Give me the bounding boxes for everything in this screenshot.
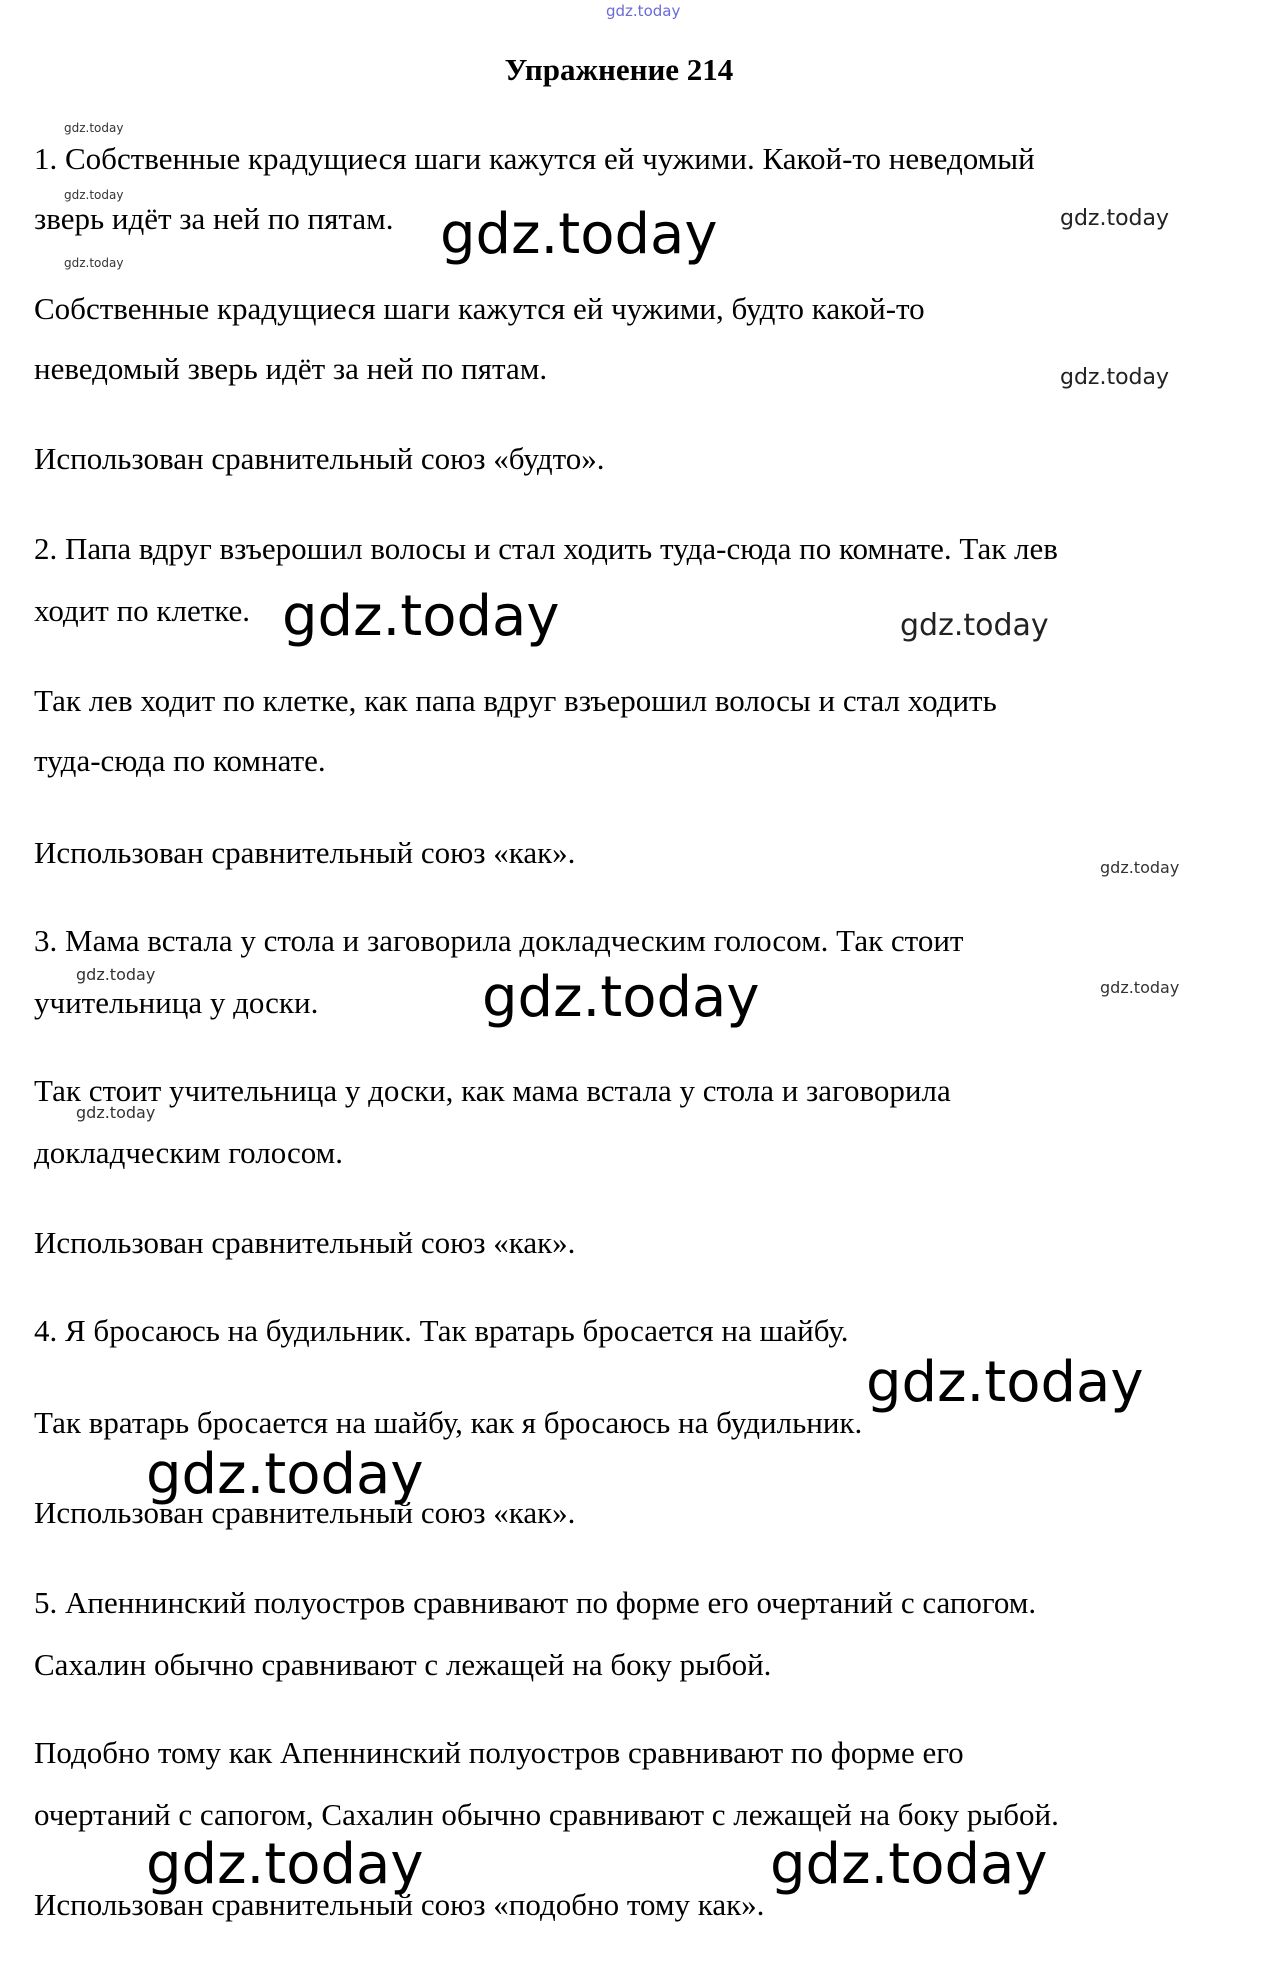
watermark: gdz.today [1100, 978, 1180, 997]
watermark: gdz.today [770, 1832, 1048, 1897]
watermark: gdz.today [64, 188, 124, 202]
text-line: Сахалин обычно сравнивают с лежащей на боку рыбой. [34, 1647, 772, 1682]
watermark: gdz.today [1060, 206, 1170, 231]
text-line: неведомый зверь идёт за ней по пятам. [34, 351, 548, 386]
watermark: gdz.today [900, 608, 1049, 643]
text-line: зверь идёт за ней по пятам. [34, 201, 394, 236]
watermark: gdz.today [76, 1103, 156, 1122]
text-line: Использован сравнительный союз «будто». [34, 441, 605, 476]
text-line: 5. Апеннинский полуостров сравнивают по форме его очертаний с сапогом. [34, 1585, 1037, 1620]
watermark: gdz.today [440, 202, 718, 267]
watermark: gdz.today [866, 1350, 1144, 1415]
text-line: Так лев ходит по клетке, как папа вдруг взъерошил волосы и стал ходить [34, 683, 997, 718]
text-line: Использован сравнительный союз «как». [34, 835, 576, 870]
watermark: gdz.today [76, 965, 156, 984]
watermark: gdz.today [146, 1832, 424, 1897]
text-line: докладческим голосом. [34, 1135, 344, 1170]
watermark: gdz.today [64, 121, 124, 135]
watermark: gdz.today [146, 1442, 424, 1507]
text-line: Подобно тому как Апеннинский полуостров сравнивают по форме его [34, 1735, 964, 1770]
text-line: Так стоит учительница у доски, как мама встала у стола и заговорила [34, 1073, 951, 1108]
watermark: gdz.today [64, 256, 124, 270]
text-line: Так вратарь бросается на шайбу, как я бросаюсь на будильник. [34, 1405, 863, 1440]
text-line: учительница у доски. [34, 985, 319, 1020]
watermark: gdz.today [482, 965, 760, 1030]
text-line: ходит по клетке. [34, 593, 251, 628]
text-line: очертаний с сапогом, Сахалин обычно сравнивают с лежащей на боку рыбой. [34, 1797, 1059, 1832]
text-line: Собственные крадущиеся шаги кажутся ей чужими, будто какой-то [34, 291, 925, 326]
watermark-top: gdz.today [606, 2, 681, 20]
text-line: 3. Мама встала у стола и заговорила докладческим голосом. Так стоит [34, 923, 964, 958]
text-line: 2. Папа вдруг взъерошил волосы и стал ходить туда-сюда по комнате. Так лев [34, 531, 1058, 566]
text-line: Использован сравнительный союз «подобно тому как». [34, 1887, 765, 1922]
watermark: gdz.today [1060, 365, 1170, 390]
page-title: Упражнение 214 [504, 52, 734, 87]
text-line: Использован сравнительный союз «как». [34, 1225, 576, 1260]
text-line: 1. Собственные крадущиеся шаги кажутся ей чужими. Какой-то неведомый [34, 141, 1035, 176]
text-line: 4. Я бросаюсь на будильник. Так вратарь бросается на шайбу. [34, 1313, 849, 1348]
watermark: gdz.today [282, 584, 560, 649]
text-line: туда-сюда по комнате. [34, 743, 326, 778]
text-line: Использован сравнительный союз «как». [34, 1495, 576, 1530]
watermark: gdz.today [1100, 858, 1180, 877]
